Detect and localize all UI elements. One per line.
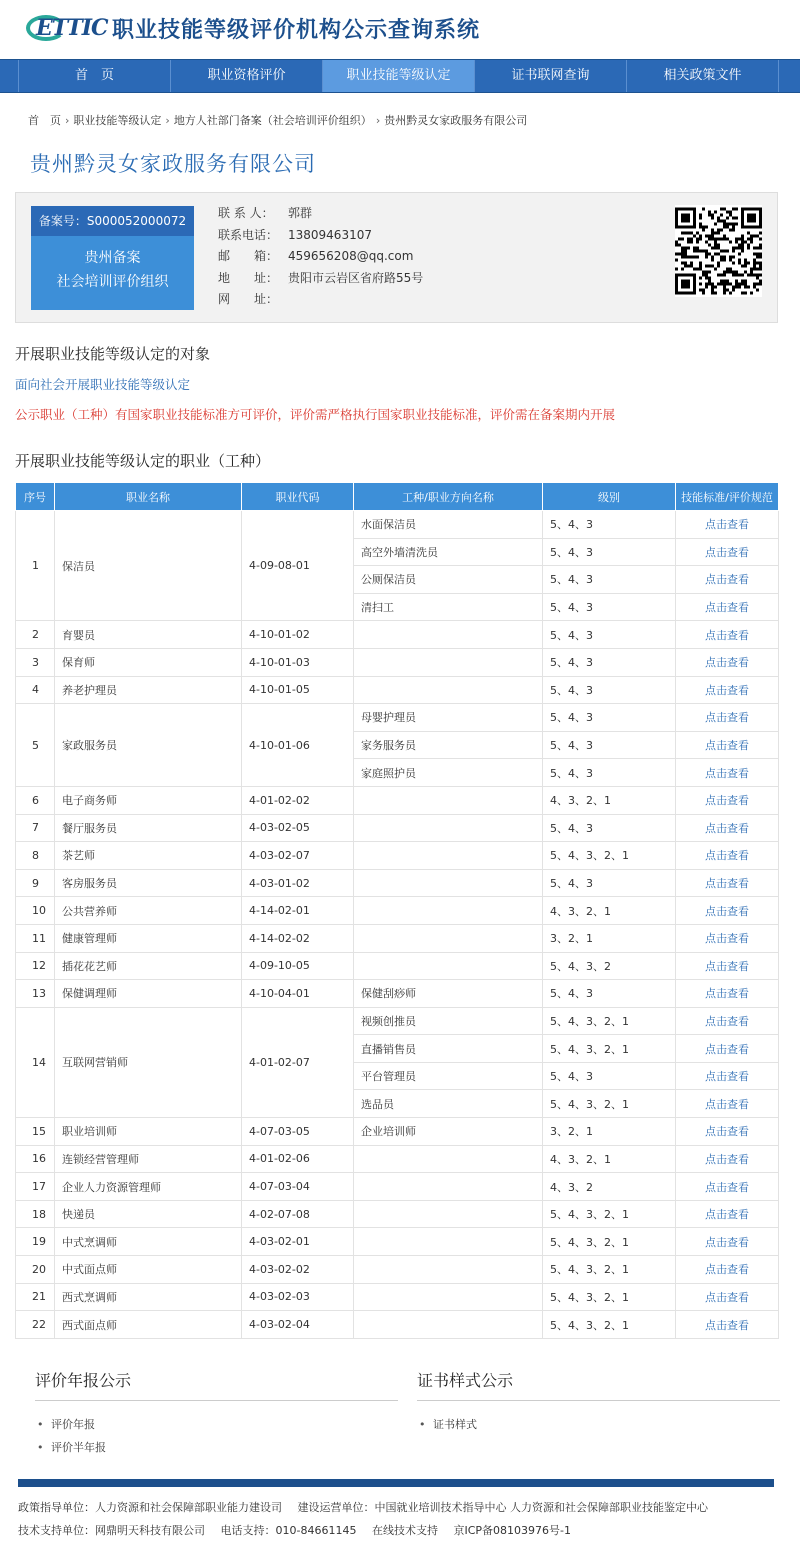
view-standard-link[interactable]: 点击查看 xyxy=(676,786,779,814)
cell-level: 5、4、3 xyxy=(543,980,676,1008)
table-row xyxy=(16,511,779,539)
nav-home[interactable]: 首 页 xyxy=(18,60,170,92)
annual-report-heading: 评价年报公示 xyxy=(35,1371,132,1390)
cell-occupation-code: 4-03-02-02 xyxy=(242,1256,354,1284)
annual-report-link[interactable]: • 评价年报 xyxy=(35,1413,398,1436)
view-standard-link[interactable]: 点击查看 xyxy=(676,869,779,897)
cell-seq: 4 xyxy=(16,676,55,704)
cell-level: 5、4、3 xyxy=(543,1062,676,1090)
cell-occupation-name: 家政服务员 xyxy=(55,704,242,787)
cell-subtype xyxy=(354,842,543,870)
cell-level: 5、4、3、2 xyxy=(543,952,676,980)
cell-seq: 2 xyxy=(16,621,55,649)
cell-level: 4、3、2 xyxy=(543,1173,676,1201)
target-text: 面向社会开展职业技能等级认定 xyxy=(15,377,191,392)
cell-seq: 14 xyxy=(16,1007,55,1117)
cell-subtype xyxy=(354,869,543,897)
view-standard-link[interactable]: 点击查看 xyxy=(676,1283,779,1311)
cell-occupation-name: 健康管理师 xyxy=(55,924,242,952)
table-row xyxy=(16,924,779,952)
page-title: 贵州黔灵女家政服务有限公司 xyxy=(30,152,316,176)
ettic-logo-icon: ETTIC xyxy=(22,13,98,43)
main-nav xyxy=(0,59,800,93)
cell-level: 5、4、3 xyxy=(543,593,676,621)
cell-occupation-name: 快递员 xyxy=(55,1200,242,1228)
cell-subtype: 高空外墙清洗员 xyxy=(354,538,543,566)
view-standard-link[interactable]: 点击查看 xyxy=(676,980,779,1008)
table-row xyxy=(16,786,779,814)
cell-level: 5、4、3、2、1 xyxy=(543,1228,676,1256)
cell-seq: 21 xyxy=(16,1283,55,1311)
breadcrumb-home[interactable]: 首 页 xyxy=(28,114,61,127)
cell-occupation-name: 插花花艺师 xyxy=(55,952,242,980)
contact-email-row: 邮 箱： 459656208@qq.com xyxy=(218,246,423,268)
nav-policy-docs[interactable]: 相关政策文件 xyxy=(626,60,779,92)
contact-person-row: 联 系 人： 郭群 xyxy=(218,203,423,225)
cell-seq: 18 xyxy=(16,1200,55,1228)
cell-occupation-name: 茶艺师 xyxy=(55,842,242,870)
table-row xyxy=(16,814,779,842)
contact-website-row: 网 址： xyxy=(218,292,279,306)
view-standard-link[interactable]: 点击查看 xyxy=(676,897,779,925)
view-standard-link[interactable]: 点击查看 xyxy=(676,538,779,566)
cell-level: 5、4、3、2、1 xyxy=(543,1283,676,1311)
col-header-seq: 序号 xyxy=(16,483,55,511)
cell-subtype xyxy=(354,1145,543,1173)
cell-occupation-name: 保育师 xyxy=(55,648,242,676)
cell-seq: 13 xyxy=(16,980,55,1008)
nav-certificate-query[interactable]: 证书联网查询 xyxy=(474,60,626,92)
table-row xyxy=(16,1200,779,1228)
cell-occupation-code: 4-10-01-03 xyxy=(242,648,354,676)
cell-occupation-name: 企业人力资源管理师 xyxy=(55,1173,242,1201)
certificate-sample-heading: 证书样式公示 xyxy=(417,1371,514,1390)
table-row xyxy=(16,980,779,1008)
view-standard-link[interactable]: 点击查看 xyxy=(676,648,779,676)
cell-level: 5、4、3 xyxy=(543,676,676,704)
cell-level: 3、2、1 xyxy=(543,1118,676,1146)
cell-subtype xyxy=(354,1228,543,1256)
contact-phone: 13809463107 xyxy=(288,227,372,242)
breadcrumb-current: 贵州黔灵女家政服务有限公司 xyxy=(384,114,528,127)
badge-province: 贵州备案 xyxy=(84,250,141,266)
cell-seq: 16 xyxy=(16,1145,55,1173)
table-header-row xyxy=(16,483,779,511)
cell-occupation-code: 4-10-01-02 xyxy=(242,621,354,649)
cell-occupation-code: 4-03-02-05 xyxy=(242,814,354,842)
cell-occupation-code: 4-10-01-06 xyxy=(242,704,354,787)
cell-level: 4、3、2、1 xyxy=(543,786,676,814)
cell-subtype: 直播销售员 xyxy=(354,1035,543,1063)
record-number: 备案号：S000052000072 xyxy=(31,206,194,236)
table-row xyxy=(16,869,779,897)
cell-level: 5、4、3 xyxy=(543,511,676,539)
cell-occupation-code: 4-10-01-05 xyxy=(242,676,354,704)
cell-occupation-code: 4-03-02-04 xyxy=(242,1311,354,1339)
cell-seq: 1 xyxy=(16,511,55,621)
cell-seq: 8 xyxy=(16,842,55,870)
cell-seq: 9 xyxy=(16,869,55,897)
certificate-sample-section xyxy=(417,1368,780,1436)
table-row xyxy=(16,1173,779,1201)
cell-occupation-name: 餐厅服务员 xyxy=(55,814,242,842)
cell-subtype: 视频创推员 xyxy=(354,1007,543,1035)
table-row xyxy=(16,1311,779,1339)
nav-qualification-evaluation[interactable]: 职业资格评价 xyxy=(170,60,322,92)
cell-level: 5、4、3 xyxy=(543,538,676,566)
footer-divider xyxy=(18,1479,774,1487)
view-standard-link[interactable]: 点击查看 xyxy=(676,704,779,732)
cell-occupation-code: 4-14-02-01 xyxy=(242,897,354,925)
col-header-subtype: 工种/职业方向名称 xyxy=(354,483,543,511)
cell-subtype xyxy=(354,897,543,925)
cell-seq: 3 xyxy=(16,648,55,676)
table-row xyxy=(16,704,779,732)
cell-seq: 7 xyxy=(16,814,55,842)
footer-icp[interactable]: 京ICP备08103976号-1 xyxy=(453,1524,571,1537)
cell-level: 5、4、3 xyxy=(543,621,676,649)
cell-occupation-code: 4-03-01-02 xyxy=(242,869,354,897)
cell-subtype: 选品员 xyxy=(354,1090,543,1118)
cell-occupation-name: 职业培训师 xyxy=(55,1118,242,1146)
cell-seq: 15 xyxy=(16,1118,55,1146)
cell-seq: 12 xyxy=(16,952,55,980)
certificate-sample-link[interactable]: • 证书样式 xyxy=(417,1413,780,1436)
cell-seq: 6 xyxy=(16,786,55,814)
contact-address-row: 地 址： 贵阳市云岩区省府路55号 xyxy=(218,268,423,290)
cell-seq: 20 xyxy=(16,1256,55,1284)
cell-occupation-code: 4-07-03-04 xyxy=(242,1173,354,1201)
cell-subtype xyxy=(354,1173,543,1201)
footer-tech-unit: 技术支持单位：网鼎明天科技有限公司 xyxy=(18,1524,205,1537)
record-badge xyxy=(31,206,194,310)
view-standard-link[interactable]: 点击查看 xyxy=(676,593,779,621)
cell-level: 5、4、3 xyxy=(543,759,676,787)
cell-occupation-code: 4-01-02-02 xyxy=(242,786,354,814)
view-standard-link[interactable]: 点击查看 xyxy=(676,952,779,980)
cell-seq: 11 xyxy=(16,924,55,952)
site-title: 职业技能等级评价机构公示查询系统 xyxy=(112,17,481,43)
table-row xyxy=(16,621,779,649)
footer-online-support[interactable]: 在线技术支持 xyxy=(371,1524,438,1537)
divider xyxy=(35,1400,398,1401)
contact-info xyxy=(218,203,423,311)
qr-code-icon xyxy=(675,205,762,297)
cell-level: 5、4、3、2、1 xyxy=(543,1035,676,1063)
cell-subtype xyxy=(354,1256,543,1284)
contact-person: 郭群 xyxy=(288,206,313,220)
cell-level: 5、4、3 xyxy=(543,704,676,732)
view-standard-link[interactable]: 点击查看 xyxy=(676,1145,779,1173)
cell-occupation-name: 客房服务员 xyxy=(55,869,242,897)
cell-seq: 17 xyxy=(16,1173,55,1201)
cell-level: 3、2、1 xyxy=(543,924,676,952)
cell-level: 4、3、2、1 xyxy=(543,1145,676,1173)
cell-level: 5、4、3 xyxy=(543,869,676,897)
footer-operation-unit: 建设运营单位：中国就业培训技术指导中心 人力资源和社会保障部职业技能鉴定中心 xyxy=(297,1501,708,1514)
footer-line-2 xyxy=(18,1522,583,1538)
divider xyxy=(417,1400,780,1401)
footer-policy-unit: 政策指导单位：人力资源和社会保障部职业能力建设司 xyxy=(18,1501,282,1514)
cell-level: 5、4、3、2、1 xyxy=(543,1090,676,1118)
cell-level: 5、4、3、2、1 xyxy=(543,1007,676,1035)
view-standard-link[interactable]: 点击查看 xyxy=(676,1007,779,1035)
contact-email: 459656208@qq.com xyxy=(288,249,414,263)
chevron-right-icon: › xyxy=(375,114,381,127)
site-header xyxy=(0,0,800,56)
cell-subtype xyxy=(354,952,543,980)
view-standard-link[interactable]: 点击查看 xyxy=(676,621,779,649)
cell-level: 5、4、3、2、1 xyxy=(543,1311,676,1339)
breadcrumb-local-record[interactable]: 地方人社部门备案（社会培训评价组织） xyxy=(173,114,372,127)
col-header-level: 级别 xyxy=(543,483,676,511)
cell-seq: 10 xyxy=(16,897,55,925)
cell-occupation-name: 电子商务师 xyxy=(55,786,242,814)
cell-occupation-code: 4-03-02-07 xyxy=(242,842,354,870)
cell-seq: 22 xyxy=(16,1311,55,1339)
view-standard-link[interactable]: 点击查看 xyxy=(676,511,779,539)
view-standard-link[interactable]: 点击查看 xyxy=(676,1173,779,1201)
col-header-name: 职业名称 xyxy=(55,483,242,511)
view-standard-link[interactable]: 点击查看 xyxy=(676,924,779,952)
footer-line-1 xyxy=(18,1499,720,1515)
cell-subtype: 水面保洁员 xyxy=(354,511,543,539)
cell-occupation-code: 4-09-10-05 xyxy=(242,952,354,980)
cell-subtype xyxy=(354,676,543,704)
cell-seq: 19 xyxy=(16,1228,55,1256)
table-row xyxy=(16,952,779,980)
view-standard-link[interactable]: 点击查看 xyxy=(676,1062,779,1090)
contact-address: 贵阳市云岩区省府路55号 xyxy=(288,270,424,285)
org-info-card xyxy=(15,192,778,323)
cell-level: 5、4、3、2、1 xyxy=(543,1256,676,1284)
cell-occupation-name: 中式烹调师 xyxy=(55,1228,242,1256)
cell-subtype: 家务服务员 xyxy=(354,731,543,759)
table-row xyxy=(16,842,779,870)
view-standard-link[interactable]: 点击查看 xyxy=(676,566,779,594)
view-standard-link[interactable]: 点击查看 xyxy=(676,1256,779,1284)
occupations-table xyxy=(15,482,779,1339)
table-row xyxy=(16,1007,779,1035)
view-standard-link[interactable]: 点击查看 xyxy=(676,1035,779,1063)
cell-occupation-name: 育婴员 xyxy=(55,621,242,649)
table-row xyxy=(16,648,779,676)
cell-occupation-code: 4-03-02-03 xyxy=(242,1283,354,1311)
cell-subtype xyxy=(354,1200,543,1228)
cell-occupation-name: 西式面点师 xyxy=(55,1311,242,1339)
cell-subtype xyxy=(354,1283,543,1311)
cell-occupation-name: 互联网营销师 xyxy=(55,1007,242,1117)
cell-subtype: 家庭照护员 xyxy=(354,759,543,787)
contact-phone-row: 联系电话： 13809463107 xyxy=(218,225,423,247)
cell-occupation-code: 4-09-08-01 xyxy=(242,511,354,621)
view-standard-link[interactable]: 点击查看 xyxy=(676,1311,779,1339)
cell-subtype xyxy=(354,648,543,676)
table-row xyxy=(16,1145,779,1173)
cell-subtype: 保健刮痧师 xyxy=(354,980,543,1008)
cell-subtype: 平台管理员 xyxy=(354,1062,543,1090)
cell-occupation-code: 4-02-07-08 xyxy=(242,1200,354,1228)
view-standard-link[interactable]: 点击查看 xyxy=(676,676,779,704)
cell-level: 5、4、3 xyxy=(543,648,676,676)
cell-occupation-code: 4-03-02-01 xyxy=(242,1228,354,1256)
cell-subtype xyxy=(354,621,543,649)
cell-level: 4、3、2、1 xyxy=(543,897,676,925)
view-standard-link[interactable]: 点击查看 xyxy=(676,731,779,759)
cell-occupation-code: 4-01-02-07 xyxy=(242,1007,354,1117)
cell-level: 5、4、3、2、1 xyxy=(543,842,676,870)
chevron-right-icon: › xyxy=(165,114,170,127)
cell-subtype xyxy=(354,1311,543,1339)
cell-occupation-name: 中式面点师 xyxy=(55,1256,242,1284)
view-standard-link[interactable]: 点击查看 xyxy=(676,1118,779,1146)
jobs-heading: 开展职业技能等级认定的职业（工种） xyxy=(15,452,271,470)
view-standard-link[interactable]: 点击查看 xyxy=(676,842,779,870)
cell-occupation-name: 西式烹调师 xyxy=(55,1283,242,1311)
table-row xyxy=(16,676,779,704)
breadcrumb xyxy=(28,112,527,128)
view-standard-link[interactable]: 点击查看 xyxy=(676,1200,779,1228)
cell-level: 5、4、3 xyxy=(543,731,676,759)
cell-occupation-name: 保洁员 xyxy=(55,511,242,621)
cell-occupation-code: 4-07-03-05 xyxy=(242,1118,354,1146)
badge-org-type: 社会培训评价组织 xyxy=(56,274,169,290)
col-header-standard: 技能标准/评价规范 xyxy=(676,483,779,511)
cell-subtype xyxy=(354,814,543,842)
table-row xyxy=(16,1283,779,1311)
nav-skill-level-certification[interactable]: 职业技能等级认定 xyxy=(322,60,474,92)
breadcrumb-skill-level[interactable]: 职业技能等级认定 xyxy=(73,114,162,127)
cell-occupation-name: 养老护理员 xyxy=(55,676,242,704)
cell-subtype: 母婴护理员 xyxy=(354,704,543,732)
annual-report-section xyxy=(35,1368,398,1459)
view-standard-link[interactable]: 点击查看 xyxy=(676,1090,779,1118)
target-heading: 开展职业技能等级认定的对象 xyxy=(15,345,211,363)
view-standard-link[interactable]: 点击查看 xyxy=(676,759,779,787)
cell-occupation-code: 4-14-02-02 xyxy=(242,924,354,952)
evaluation-notice: 公示职业（工种）有国家职业技能标准方可评价，评价需严格执行国家职业技能标准，评价需在备案期内开展 xyxy=(15,407,616,422)
site-logo[interactable] xyxy=(22,8,108,48)
footer-phone: 电话支持：010-84661145 xyxy=(220,1524,357,1537)
cell-level: 5、4、3、2、1 xyxy=(543,1200,676,1228)
cell-occupation-name: 连锁经营管理师 xyxy=(55,1145,242,1173)
chevron-right-icon: › xyxy=(65,114,70,127)
view-standard-link[interactable]: 点击查看 xyxy=(676,1228,779,1256)
cell-occupation-name: 公共营养师 xyxy=(55,897,242,925)
cell-occupation-code: 4-01-02-06 xyxy=(242,1145,354,1173)
half-year-report-link[interactable]: • 评价半年报 xyxy=(35,1436,398,1459)
cell-subtype xyxy=(354,786,543,814)
table-row xyxy=(16,897,779,925)
cell-level: 5、4、3 xyxy=(543,814,676,842)
cell-seq: 5 xyxy=(16,704,55,787)
view-standard-link[interactable]: 点击查看 xyxy=(676,814,779,842)
table-row xyxy=(16,1256,779,1284)
table-row xyxy=(16,1118,779,1146)
cell-level: 5、4、3 xyxy=(543,566,676,594)
cell-subtype: 清扫工 xyxy=(354,593,543,621)
col-header-code: 职业代码 xyxy=(242,483,354,511)
cell-occupation-name: 保健调理师 xyxy=(55,980,242,1008)
table-row xyxy=(16,1228,779,1256)
cell-occupation-code: 4-10-04-01 xyxy=(242,980,354,1008)
cell-subtype: 企业培训师 xyxy=(354,1118,543,1146)
cell-subtype xyxy=(354,924,543,952)
cell-subtype: 公厕保洁员 xyxy=(354,566,543,594)
